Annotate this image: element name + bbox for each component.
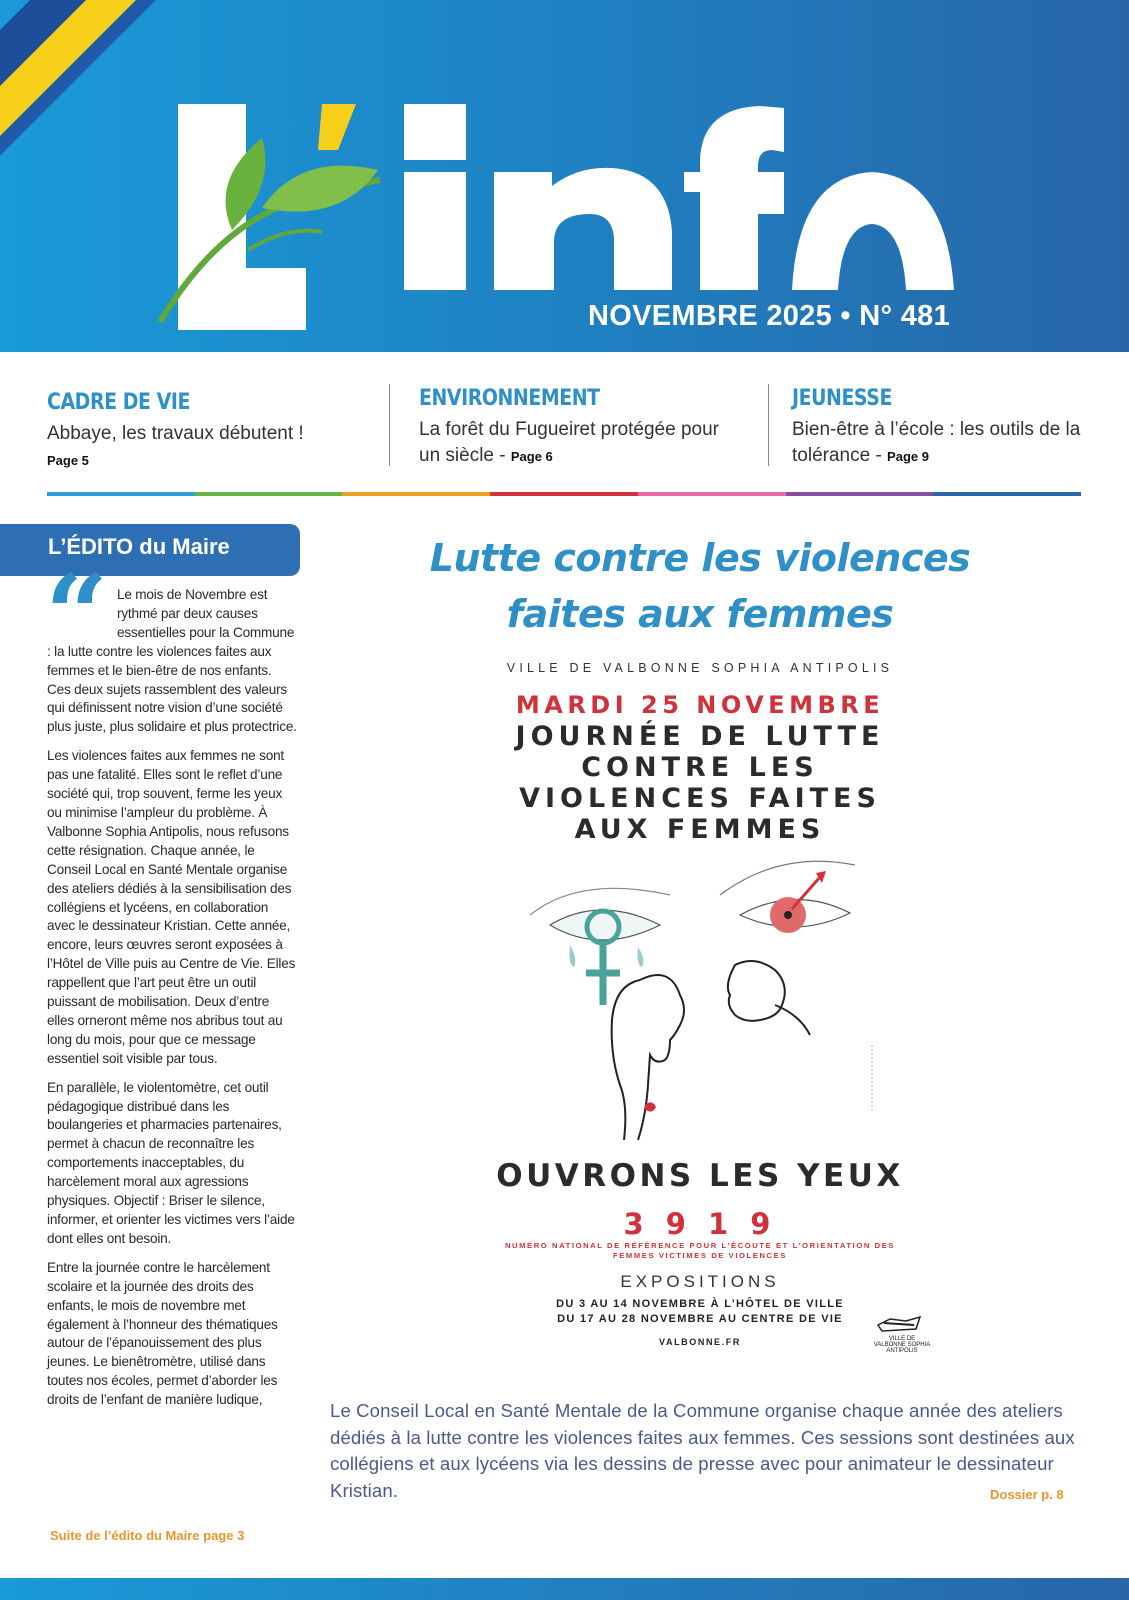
poster-ville: VILLE DE VALBONNE SOPHIA ANTIPOLIS [506, 661, 894, 675]
teaser-category: CADRE DE VIE [47, 390, 190, 415]
teaser-page: Page 9 [887, 449, 929, 464]
main-headline [330, 530, 1070, 642]
edito-paragraph: Les violences faites aux femmes ne sont pas une fatalité. Elles sont le reflet d’une société qui, trop souvent, ferme les yeux ou minimise l’ampleur du problème. À Valbonne Sophia Antipolis, nous refusons cette résignation. Chaque année, le Conseil Local en Santé Mentale organise des ateliers dédiés à la sensibilisation des collégiens et lycéens, en collaboration avec le dessinateur Kristian. Cette année, encore, leurs œuvres seront exposées à l’Hôtel de Ville puis au Centre de Vie. Elles rappellent que l’art peut être un outil puissant de mobilisation. Deux d’entre elles orneront même nos abribus tout au long du mois, pour que ce message essentiel soit visible par tous. [47, 748, 296, 1066]
teaser-text [419, 417, 739, 470]
teaser-environnement[interactable] [419, 386, 739, 470]
valbonne-logo-caption: VILLE DE VALBONNE SOPHIA ANTIPOLIS [873, 1336, 931, 1354]
teaser-headline: La forêt du Fugueiret protégée pour un siècle - [419, 419, 719, 466]
dossier-link[interactable]: Dossier p. 8 [990, 1487, 1064, 1502]
teaser-page: Page 6 [510, 449, 553, 464]
footer-bar [0, 1578, 1129, 1600]
poster-illustration [520, 855, 880, 1140]
poster-phone-caption-line: NUMÉRO NATIONAL DE RÉFÉRENCE POUR L’ÉCOUTE ET L’ORIENTATION DES [504, 1241, 896, 1250]
article-chapeau: Le Conseil Local en Santé Mentale de la Commune organise chaque année des ateliers dédiés à la lutte contre les violences faites aux femmes. Ces sessions sont destinées aux collégiens et aux lycéens via les dessins de presse avec pour animateur le dessinateur Kristian. [330, 1400, 1075, 1501]
teaser-page: Page 5 [47, 453, 89, 468]
poster-phone-caption-line: FEMMES VICTIMES DE VIOLENCES [613, 1251, 787, 1260]
poster-phone-number: 3 9 1 9 [623, 1207, 777, 1241]
headline-line: faites aux femmes [506, 592, 894, 636]
poster-title-line: JOURNÉE DE LUTTE [515, 721, 885, 752]
teaser-category: ENVIRONNEMENT [419, 386, 600, 411]
edito-paragraph: Entre la journée contre le harcèlement scolaire et la journée des droits des enfants, le mois de novembre met également à l’honneur des thématiques autour de l’épanouissement des plus jeunes. Le bienêtromètre, utilisé dans toutes nos écoles, permet d’aborder les droits de l’enfant de manière ludique, [47, 1259, 278, 1408]
poster-expositions: EXPOSITIONS [620, 1272, 780, 1291]
divider [768, 384, 769, 466]
poster-title-line: CONTRE LES [581, 752, 819, 783]
poster-title-line: VIOLENCES FAITES [519, 783, 881, 814]
teaser-text [792, 417, 1082, 470]
poster-website[interactable]: VALBONNE.FR [659, 1337, 741, 1347]
color-rule [47, 492, 1081, 496]
poster-title-line: AUX FEMMES [574, 814, 826, 845]
teasers-row [47, 380, 1081, 480]
edito-paragraph: Le mois de Novembre est rythmé par deux causes essentielles pour la Commune : la lutte contre les violences faites aux femmes et le bien-être de nos enfants. Ces deux sujets rassemblent des valeurs qui définissent notre vision d’une société plus juste, plus solidaire et plus protectrice. [47, 587, 297, 735]
masthead [0, 0, 1129, 352]
logo-linfo [0, 0, 1129, 352]
poster-expo-line: DU 17 AU 28 NOVEMBRE AU CENTRE DE VIE [557, 1313, 843, 1325]
teaser-cadre-de-vie[interactable] [47, 390, 347, 474]
divider [389, 384, 390, 466]
poster-date: MARDI 25 NOVEMBRE [515, 691, 885, 719]
poster-expo-dates [470, 1297, 930, 1327]
teaser-category: JEUNESSE [792, 386, 892, 411]
edito-body [47, 586, 297, 1420]
edito-paragraph: En parallèle, le violentomètre, cet outil pédagogique distribué dans les boulangeries et pharmacies partenaires, permet à chacun de reconnaître les comportements inacceptables, du harcèlement moral aux agressions physiques. Objectif : Briser le silence, informer, et orienter les victimes vers l’aide dont elles ont besoin. [47, 1079, 295, 1246]
teaser-headline: Abbaye, les travaux débutent ! [47, 423, 304, 444]
poster-expo-line: DU 3 AU 14 NOVEMBRE À L’HÔTEL DE VILLE [556, 1298, 844, 1310]
quote-spacer [47, 586, 117, 638]
issue-label: NOVEMBRE 2025 • N° 481 [588, 300, 950, 332]
teaser-text [47, 421, 347, 474]
teaser-headline: Bien-être à l’école : les outils de la tolérance - [792, 419, 1081, 466]
poster-title [470, 721, 930, 845]
edito-title: L’ÉDITO du Maire [48, 534, 230, 559]
poster-slogan: OUVRONS LES YEUX [496, 1158, 904, 1194]
headline-line: Lutte contre les violences [429, 536, 971, 580]
edito-continued-link[interactable]: Suite de l’édito du Maire page 3 [50, 1528, 245, 1543]
quote-icon: “ [45, 550, 109, 679]
poster-phone-caption [470, 1241, 930, 1261]
teaser-jeunesse[interactable] [792, 386, 1082, 470]
